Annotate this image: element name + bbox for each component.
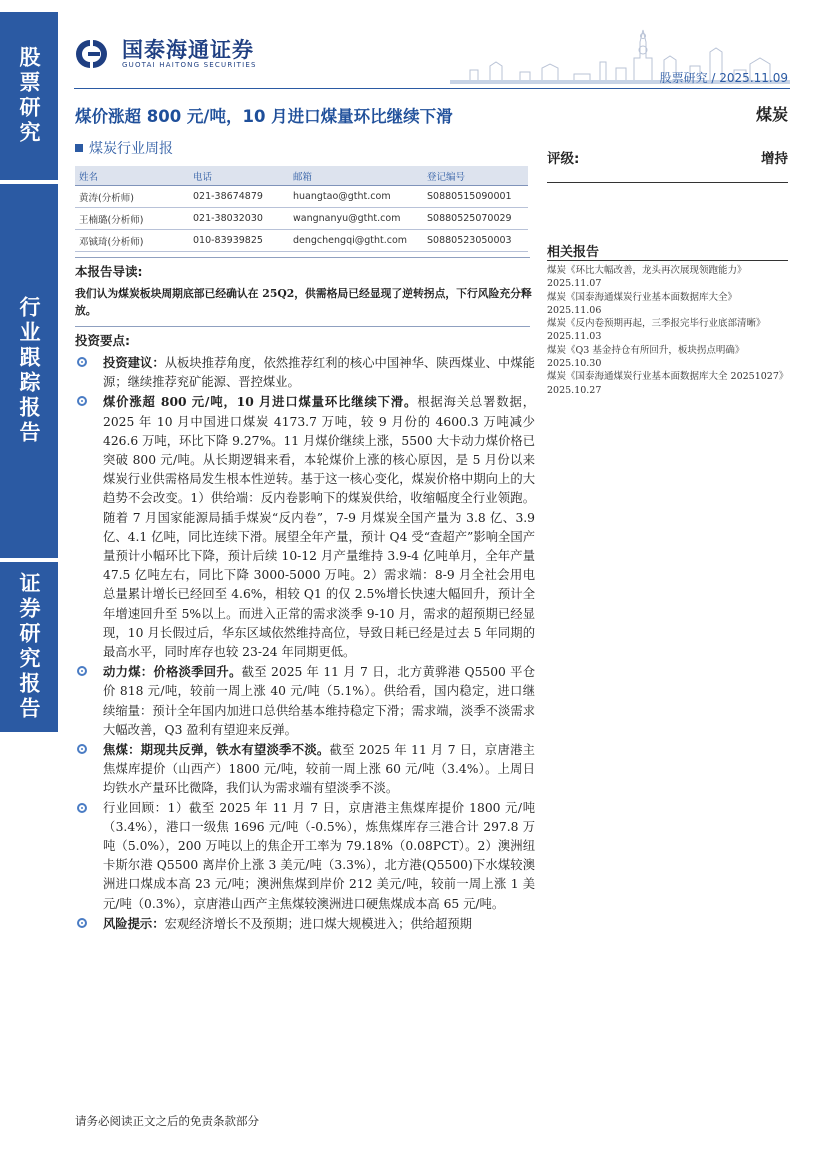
table-row bbox=[75, 208, 528, 230]
point-item bbox=[75, 662, 535, 740]
point-body: 截至 2025 年 11 月 7 日，北方黄骅港 Q5500 平仓价 818 元/吨，较前一周上涨 40 元/吨（5.1%）。供给看，国内稳定，进口继续缩量：预计全年国内加进口总供给基本维持稳定下滑；需求端，淡季不淡需求大幅改善，Q3 盈利有望迎来反弹。 bbox=[103, 665, 535, 737]
point-body: 从板块推荐角度，依然推荐红利的核心中国神华、陕西煤业、中煤能源；继续推荐兖矿能源、晋控煤业。 bbox=[103, 356, 535, 390]
circle-bullet-icon bbox=[77, 803, 87, 813]
related-report-date: 2025.10.27 bbox=[547, 384, 602, 396]
guide-heading: 本报告导读: bbox=[75, 264, 143, 279]
related-reports-list bbox=[547, 264, 792, 397]
point-lead: 投资建议 bbox=[103, 355, 153, 370]
table-cell: S0880523050003 bbox=[423, 230, 528, 252]
table-cell: 021-38674879 bbox=[189, 186, 289, 208]
subtitle-text: 煤炭行业周报 bbox=[89, 141, 173, 157]
table-cell: 邓铖琦(分析师) bbox=[75, 230, 189, 252]
circle-bullet-icon bbox=[77, 396, 87, 406]
sidebar-tab-label: 股票研究 bbox=[17, 46, 41, 146]
sidebar-tab-label: 证券研究报告 bbox=[17, 572, 41, 722]
sidebar-tab-securities-research bbox=[0, 562, 58, 732]
table-cell: 010-83939825 bbox=[189, 230, 289, 252]
table-cell: 王楠璐(分析师) bbox=[75, 208, 189, 230]
point-lead: 风险提示 bbox=[103, 915, 153, 931]
disclaimer-footer: 请务必阅读正文之后的免责条款部分 bbox=[75, 1114, 259, 1128]
table-cell: S0880515090001 bbox=[423, 186, 528, 208]
table-cell: dengchengqi@gtht.com bbox=[289, 230, 423, 252]
header-date-line: 股票研究 / 2025.11.09 bbox=[659, 71, 788, 85]
related-report-item[interactable] bbox=[547, 264, 792, 291]
point-body: 截至 2025 年 11 月 7 日，京唐港主焦煤库提价（山西产）1800 元/吨，较前一周上涨 60 元/吨（3.4%）。上周日均铁水产量环比微降，我们认为需求端有望淡季不淡。 bbox=[103, 743, 535, 796]
point-item bbox=[75, 392, 535, 662]
table-header-cell: 姓名 bbox=[75, 166, 189, 186]
point-lead-sep: ： bbox=[152, 355, 165, 370]
related-report-title: 煤炭《反内卷预期再起，三季报完毕行业底部清晰》 bbox=[547, 318, 766, 330]
logo-en: GUOTAI HAITONG SECURITIES bbox=[122, 61, 257, 69]
rating-label: 评级: bbox=[547, 151, 580, 167]
point-lead-sep: ： bbox=[152, 915, 165, 931]
table-row bbox=[75, 230, 528, 252]
table-cell: 黄涛(分析师) bbox=[75, 186, 189, 208]
point-lead: 煤价涨超 800 元/吨，10 月进口煤量环比继续下滑。 bbox=[103, 394, 418, 410]
table-header-cell: 电话 bbox=[189, 166, 289, 186]
related-report-item[interactable] bbox=[547, 317, 792, 344]
related-report-item[interactable] bbox=[547, 344, 792, 371]
logo-cn: 国泰海通证券 bbox=[122, 38, 254, 62]
related-divider bbox=[547, 260, 788, 261]
related-report-title: 煤炭《环比大幅改善，龙头再次展现领跑能力》 bbox=[547, 265, 747, 276]
points-divider bbox=[75, 326, 530, 327]
table-cell: 021-38032030 bbox=[189, 208, 289, 230]
related-report-date: 2025.11.06 bbox=[547, 304, 602, 316]
circle-bullet-icon bbox=[77, 357, 87, 367]
investment-points bbox=[75, 353, 535, 934]
guide-text: 我们认为煤炭板块周期底部已经确认在 25Q2，供需格局已经显现了逆转拐点，下行风险充分释放。 bbox=[75, 287, 532, 317]
company-logo bbox=[74, 38, 257, 70]
sidebar bbox=[0, 0, 58, 1169]
points-heading: 投资要点: bbox=[75, 333, 130, 348]
related-report-item[interactable] bbox=[547, 370, 792, 397]
related-report-title: 煤炭《Q3 基金持仓有所回升，板块拐点明确》 bbox=[547, 344, 745, 356]
related-report-date: 2025.11.03 bbox=[547, 331, 602, 343]
guide-divider bbox=[75, 257, 530, 258]
table-header-cell: 邮箱 bbox=[289, 166, 423, 186]
point-lead: 动力煤：价格淡季回升。 bbox=[103, 664, 242, 680]
rating-divider bbox=[547, 182, 788, 183]
rating-value: 增持 bbox=[761, 151, 788, 167]
point-item bbox=[75, 914, 535, 934]
point-item bbox=[75, 353, 535, 392]
sidebar-tab-industry-tracking bbox=[0, 184, 58, 558]
point-item bbox=[75, 799, 535, 914]
point-lead: 焦煤：期现共反弹，铁水有望淡季不淡。 bbox=[103, 742, 330, 758]
point-body: 宏观经济增长不及预期；进口煤大规模进入；供给超预期 bbox=[164, 916, 472, 931]
related-report-item[interactable] bbox=[547, 291, 792, 318]
related-report-title: 煤炭《国泰海通煤炭行业基本面数据库大全》 bbox=[547, 291, 738, 303]
industry-label: 煤炭 bbox=[755, 105, 788, 124]
analyst-table bbox=[75, 166, 528, 252]
table-cell: S0880525070029 bbox=[423, 208, 528, 230]
related-reports-title: 相关报告 bbox=[547, 245, 600, 260]
table-cell: huangtao@gtht.com bbox=[289, 186, 423, 208]
circle-bullet-icon bbox=[77, 744, 87, 754]
header-divider bbox=[74, 88, 790, 89]
sidebar-tab-stock-research bbox=[0, 12, 58, 180]
sidebar-tab-label: 行业跟踪报告 bbox=[17, 296, 41, 446]
table-header-cell: 登记编号 bbox=[423, 166, 528, 186]
table-row bbox=[75, 186, 528, 208]
logo-mark-icon bbox=[74, 38, 114, 70]
table-cell: wangnanyu@gtht.com bbox=[289, 208, 423, 230]
circle-bullet-icon bbox=[77, 918, 87, 928]
table-header-row bbox=[75, 166, 528, 186]
point-body: 行业回顾：1）截至 2025 年 11 月 7 日，京唐港主焦煤库提价 1800 元/吨（3.4%），港口一级焦 1696 元/吨（-0.5%），炼焦煤库存三港合计 297.8 万吨（5.0%），200 万吨以上的焦企开工率为 79.18%（0.08PCT）。2）澳洲纽卡斯尔港 Q5500 离岸价上涨 3 美元/吨（3.3%），北方港(Q5500)下水煤较澳洲进口煤成本高 23 元/吨；澳洲焦煤到岸价 212 美元/吨，较前一周上涨 1 美元/吨（0.3%），京唐港山西产主焦煤较澳洲进口硬焦煤成本高 65 元/吨。 bbox=[103, 800, 535, 911]
related-report-title: 煤炭《国泰海通煤炭行业基本面数据库大全 20251027》 bbox=[547, 371, 789, 383]
report-subtitle bbox=[75, 138, 173, 158]
square-bullet-icon bbox=[75, 144, 83, 152]
related-report-date: 2025.10.30 bbox=[547, 358, 602, 370]
point-item bbox=[75, 740, 535, 799]
point-body: 根据海关总署数据，2025 年 10 月中国进口煤炭 4173.7 万吨，较 9 月份的 4600.3 万吨减少 426.6 万吨，环比下降 9.27%。11 月煤价继续上涨，5500 大卡动力煤价格已突破 800 元/吨。从长期逻辑来看，本轮煤价上涨的核心原因，是 5 月份以来煤炭行业供需格局发生根本性逆转。基于这一核心变化，煤炭价格中期向上的大趋势不会改变。1）供给端：反内卷影响下的煤炭供给，收缩幅度全行业领跑。随着 7 月国家能源局插手煤炭“反内卷”，7-9 月煤炭全国产量为 3.8 亿、3.9 亿、4.1 亿吨，同比连续下滑。展望全年产量，预计 Q4 受“查超产”影响全国产量预计小幅环比下降，预计后续 10-12 月产量维持 3.9-4 亿吨单月，全年产量 47.5 亿吨左右，同比下降 3000-5000 万吨。2）需求端：8-9 月全社会用电总量累计增长已经回至 4.6%，相较 Q1 的仅 2.5%增长快速大幅回升，预计全年增速回升至 5%以上。而进入正常的需求淡季 9-10 月，需求的超预期已经显现，10 月长假过后，华东区域依然维持高位，导致日耗已经是过去 5 年同期的最高水平，同时库存也较 23-24 年同期更低。 bbox=[103, 395, 535, 660]
report-title: 煤价涨超 800 元/吨，10 月进口煤量环比继续下滑 bbox=[75, 107, 453, 126]
circle-bullet-icon bbox=[77, 666, 87, 676]
related-report-date: 2025.11.07 bbox=[547, 278, 602, 290]
